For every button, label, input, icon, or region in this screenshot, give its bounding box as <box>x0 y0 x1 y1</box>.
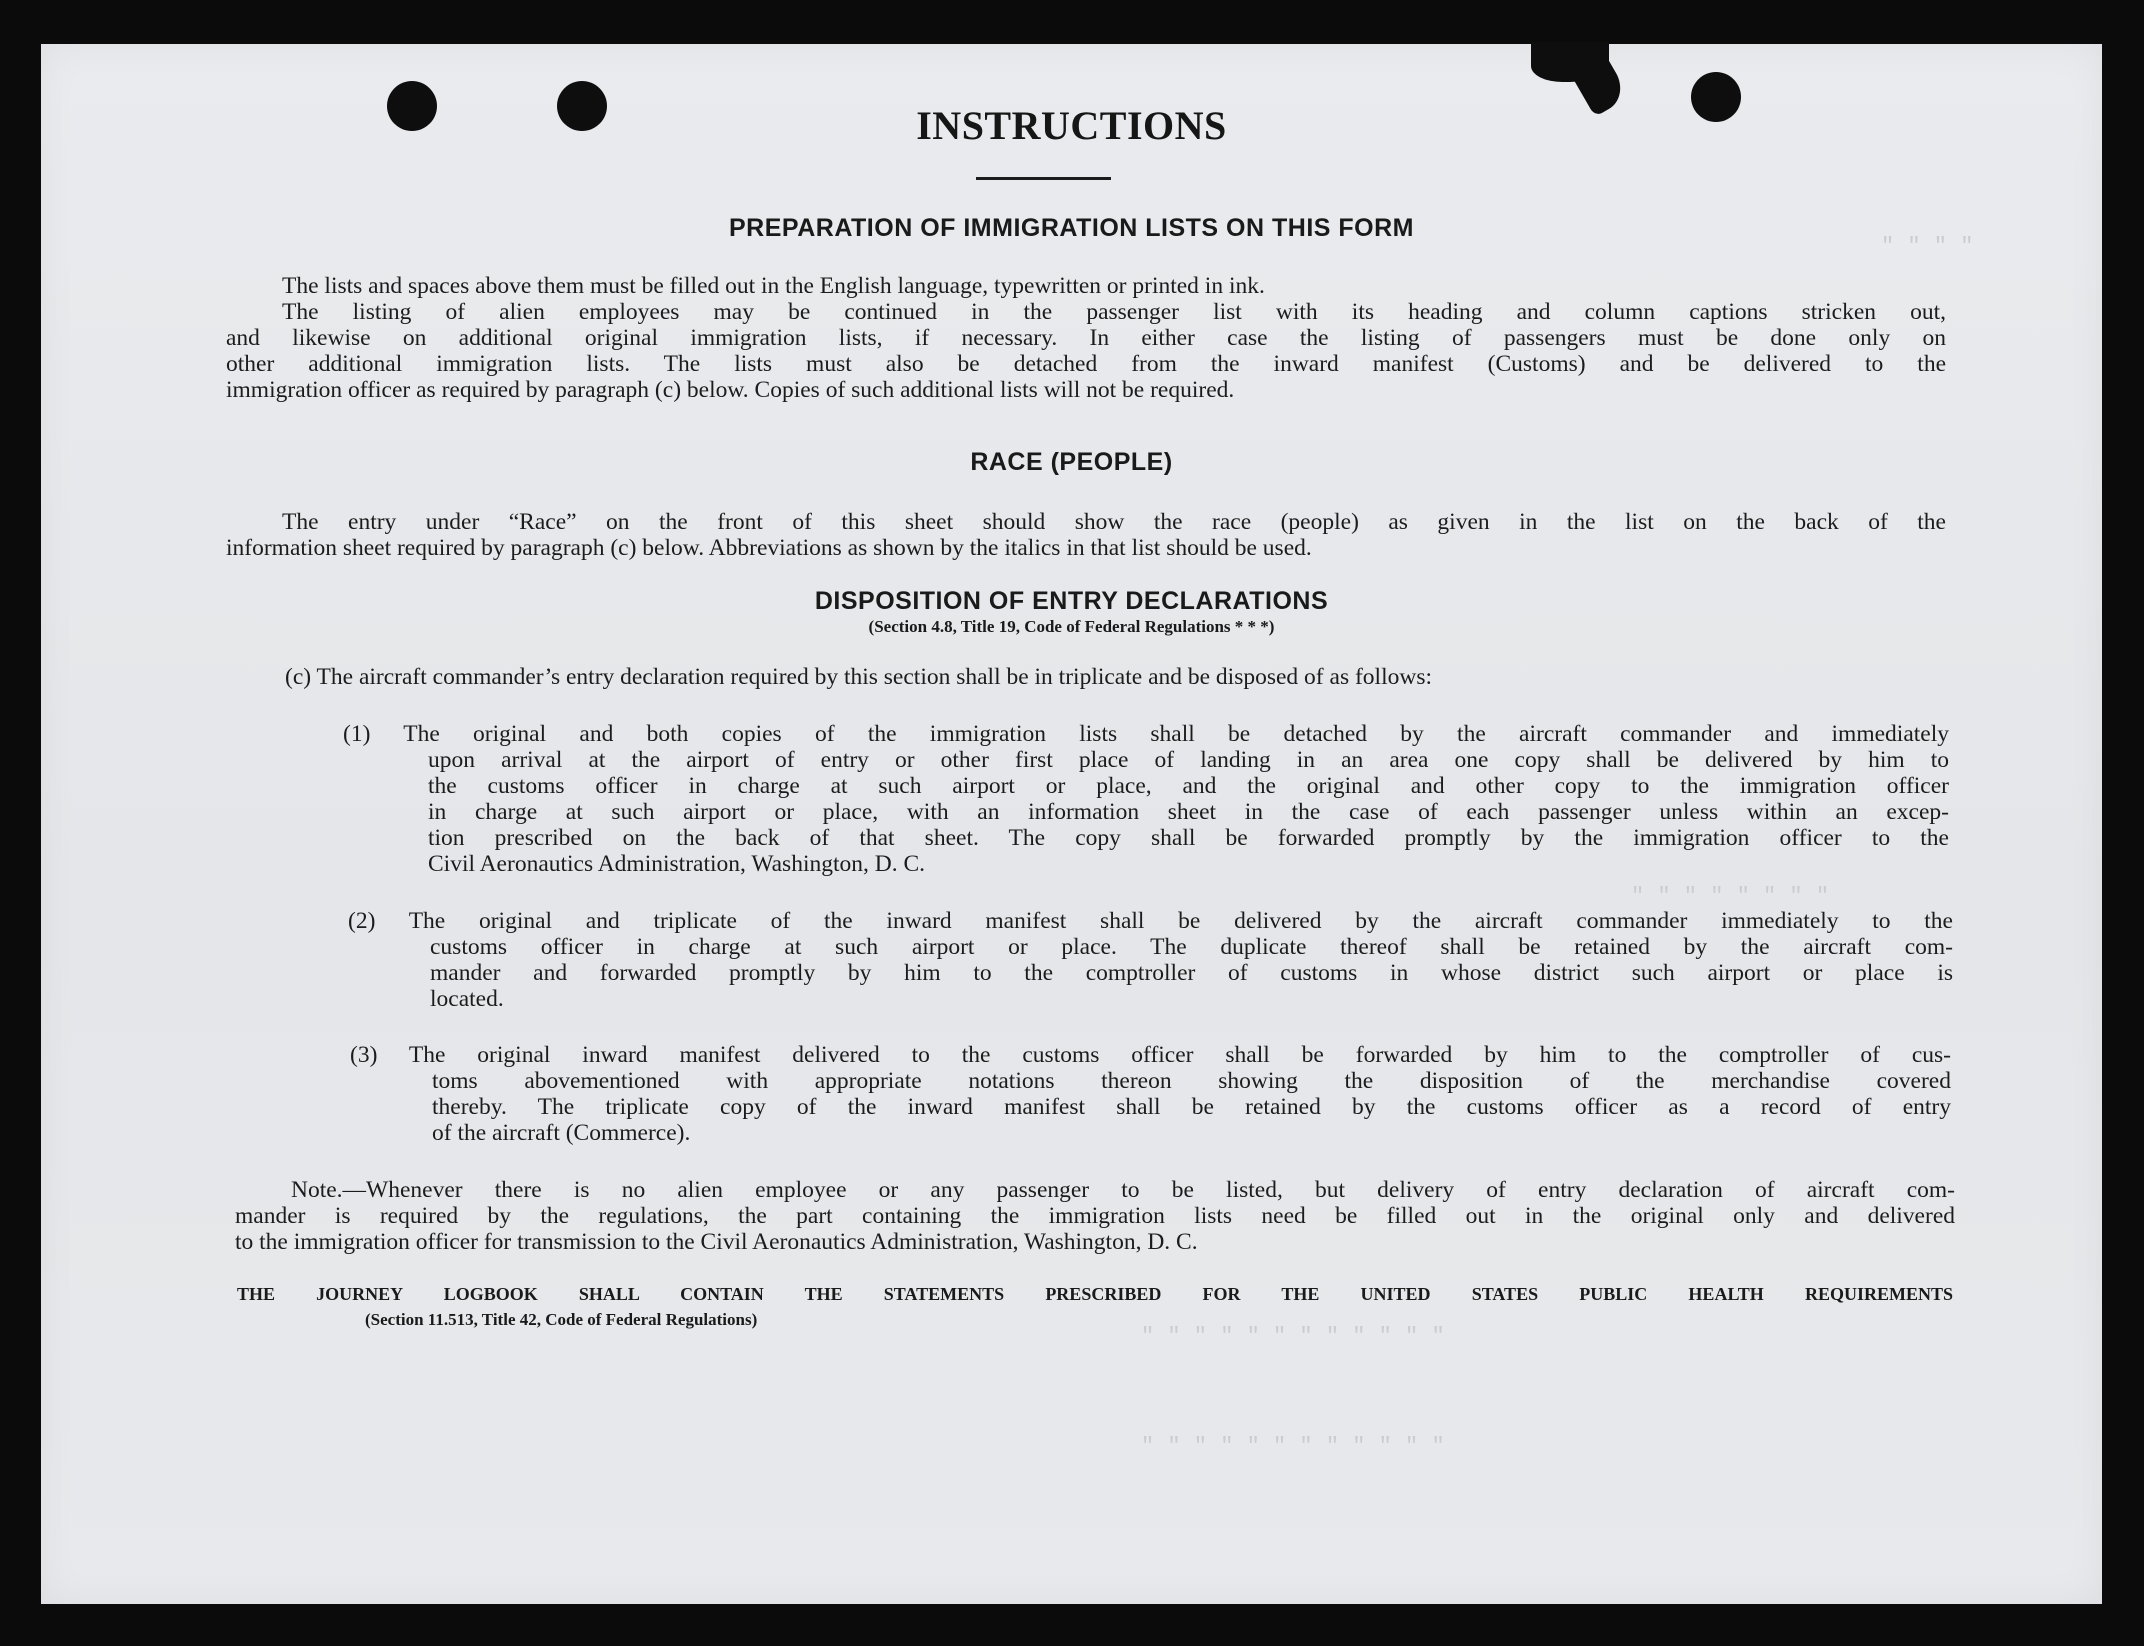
section-heading-disposition: DISPOSITION OF ENTRY DECLARATIONS <box>814 587 1329 615</box>
item-1-line: the customs officer in charge at such airport or place, and the original and other copy to the immigration officer <box>428 773 1949 799</box>
page-title: INSTRUCTIONS <box>916 103 1227 148</box>
section-heading-race: RACE (PEOPLE) <box>970 448 1173 476</box>
paragraph-line: The entry under “Race” on the front of this sheet should show the race (people) as given in the list on the back of the <box>282 509 1946 535</box>
document-sheet <box>41 44 2102 1604</box>
paragraph-line: other additional immigration lists. The lists must also be detached from the inward manifest (Customs) and be delivered to the <box>226 351 1946 377</box>
item-1-line: (1) The original and both copies of the immigration lists shall be detached by the aircraft commander and immediately <box>343 721 1949 747</box>
item-1-line: in charge at such airport or place, with an information sheet in the case of each passenger unless within an excep- <box>428 799 1949 825</box>
paragraph-line: The lists and spaces above them must be filled out in the English language, typewritten or printed in ink. <box>282 273 1265 299</box>
item-3-line: (3) The original inward manifest delivered to the customs officer shall be forwarded by him to the comptroller of cus- <box>350 1042 1951 1068</box>
paragraph-line: The listing of alien employees may be continued in the passenger list with its heading and column captions stricken out, <box>282 299 1946 325</box>
item-1-line: upon arrival at the airport of entry or other first place of landing in an area one copy shall be delivered by him to <box>428 747 1949 773</box>
note-line: Note.—Whenever there is no alien employee or any passenger to be listed, but delivery of entry declaration of aircraft com- <box>291 1177 1955 1203</box>
item-2-line: customs officer in charge at such airport or place. The duplicate thereof shall be retained by the aircraft com- <box>430 934 1953 960</box>
item-3-line: of the aircraft (Commerce). <box>432 1120 691 1146</box>
bleed-through-marks: " " " " " " " " <box>1631 884 1830 909</box>
paragraph-line: and likewise on additional original immigration lists, if necessary. In either case the listing of passengers must be done only on <box>226 325 1946 351</box>
bleed-through-marks: " " " " <box>1881 234 1974 259</box>
bleed-through-marks: " " " " " " " " " " " " <box>1141 1434 1445 1459</box>
item-3-line: thereby. The triplicate copy of the inward manifest shall be retained by the customs officer as a record of entry <box>432 1094 1951 1120</box>
item-2-line: (2) The original and triplicate of the inward manifest shall be delivered by the aircraft commander immediately to the <box>348 908 1953 934</box>
note-line: mander is required by the regulations, the part containing the immigration lists need be filled out in the original only and delivered <box>235 1203 1955 1229</box>
item-2-line: mander and forwarded promptly by him to the comptroller of customs in whose district such airport or place is <box>430 960 1953 986</box>
item-3-line: toms abovementioned with appropriate notations thereon showing the disposition of the merchandise covered <box>432 1068 1951 1094</box>
title-underline <box>976 177 1111 180</box>
disposition-intro: (c) The aircraft commander’s entry declaration required by this section shall be in triplicate and be disposed of as follows: <box>285 664 1432 690</box>
item-1-line: tion prescribed on the back of that sheet. The copy shall be forwarded promptly by the immigration officer to the <box>428 825 1949 851</box>
health-statement: THE JOURNEY LOGBOOK SHALL CONTAIN THE STATEMENTS PRESCRIBED FOR THE UNITED STATES PUBLIC HEALTH REQUIREMENTS <box>237 1284 1953 1304</box>
item-1-line: Civil Aeronautics Administration, Washington, D. C. <box>428 851 926 877</box>
bleed-through-marks: " " " " " " " " " " " " <box>1141 1324 1445 1349</box>
paragraph-line: information sheet required by paragraph (c) below. Abbreviations as shown by the italics in that list should be used. <box>226 535 1312 561</box>
section-citation: (Section 4.8, Title 19, Code of Federal Regulations * * *) <box>868 617 1275 636</box>
paragraph-line: immigration officer as required by paragraph (c) below. Copies of such additional lists will not be required. <box>226 377 1235 403</box>
section-heading-preparation: PREPARATION OF IMMIGRATION LISTS ON THIS FORM <box>729 214 1414 242</box>
note-line: to the immigration officer for transmission to the Civil Aeronautics Administration, Washington, D. C. <box>235 1229 1198 1255</box>
item-2-line: located. <box>430 986 504 1012</box>
health-citation: (Section 11.513, Title 42, Code of Federal Regulations) <box>365 1310 758 1329</box>
